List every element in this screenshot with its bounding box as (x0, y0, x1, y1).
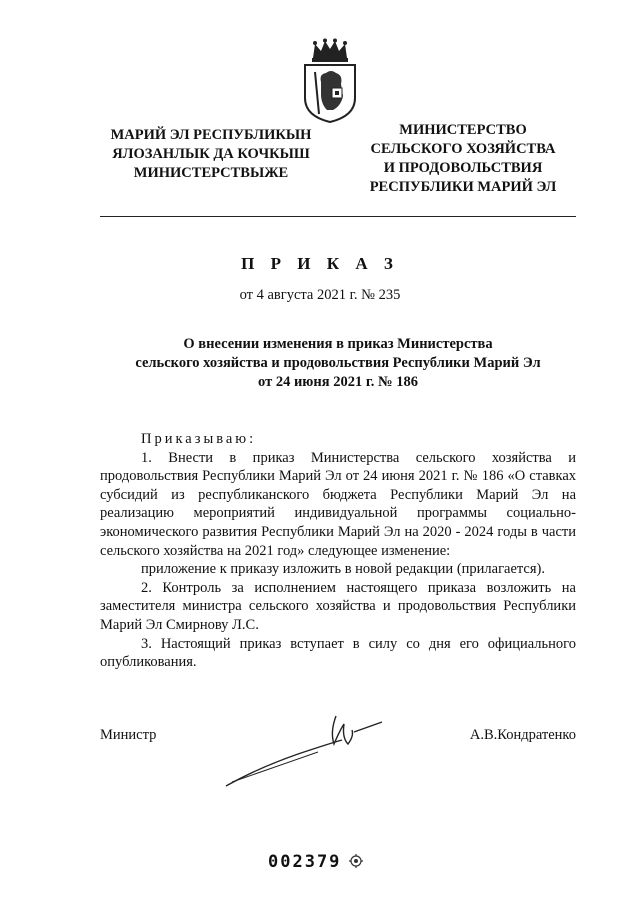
paragraph-1: 1. Внести в приказ Министерства сельского хозяйства и продовольствия Республики Марий Эл от 24 июня 2021 г. № 186 «О ставках субсидий из республиканского бюджета Республики Марий Эл на реализацию мероприятий индивидуальной программы социально-экономического развития Республики Марий Эл на 2020 - 2024 годы в части сельского хозяйства на 2021 год» следующее изменение: (100, 449, 576, 559)
header-divider (100, 216, 576, 217)
paragraph-3: 3. Настоящий приказ вступает в силу со дня его официального опубликования. (100, 635, 576, 671)
document-title: П Р И К А З (241, 254, 399, 273)
serial-number: 002379 (268, 852, 342, 872)
ministry-name-russian: МИНИСТЕРСТВО СЕЛЬСКОГО ХОЗЯЙСТВА И ПРОДОВОЛЬСТВИЯ РЕСПУБЛИКИ МАРИЙ ЭЛ (369, 122, 557, 195)
document-body (100, 430, 576, 672)
signatory-role: Министр (100, 727, 157, 743)
document-subject: О внесении изменения в приказ Министерства сельского хозяйства и продовольствия Республики Марий Эл от 24 июня 2021 г. № 186 (135, 336, 541, 390)
decree-word: Приказываю: (141, 431, 257, 447)
coat-of-arms-emblem (299, 38, 361, 124)
document-date-number: от 4 августа 2021 г. № 235 (239, 287, 401, 303)
ministry-name-mari: МАРИЙ ЭЛ РЕСПУБЛИКЫН ЯЛОЗАНЛЫК ДА КОЧКЫШ МИНИСТЕРСТВЫЖЕ (110, 127, 312, 181)
paragraph-2: 2. Контроль за исполнением настоящего приказа возложить на заместителя министра сельского хозяйства и продовольствия Республики Марий Эл Смирнову Л.С. (100, 579, 576, 633)
security-mark-icon (348, 853, 364, 869)
handwritten-signature (218, 710, 388, 790)
paragraph-1-sub: приложение к приказу изложить в новой редакции (прилагается). (141, 561, 545, 578)
signatory-name: А.В.Кондратенко (469, 727, 576, 743)
